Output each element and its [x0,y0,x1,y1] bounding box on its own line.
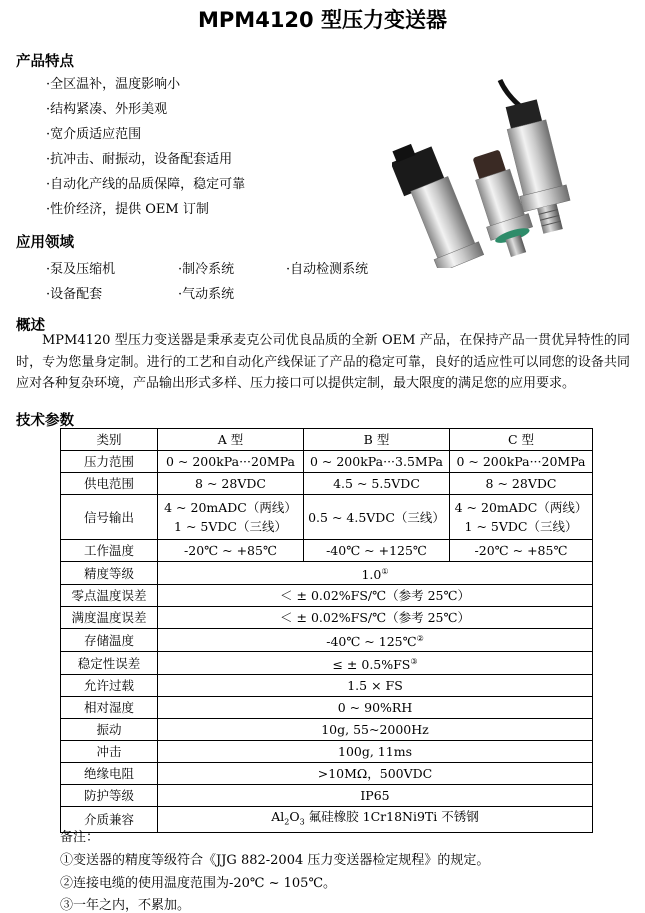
table-cell: -20℃ ~ +85℃ [450,540,593,562]
row-label: 工作温度 [61,540,158,562]
cell-value: ≤ ± 0.5%FS [332,657,411,673]
table-cell: -20℃ ~ +85℃ [158,540,304,562]
table-row [61,473,593,495]
note-item: ③一年之内，不累加。 [60,898,191,913]
table-cell: 1.5 × FS [158,675,593,697]
table-row [61,741,593,763]
table-row [61,697,593,719]
notes-heading: 备注： [60,830,100,845]
table-cell: 0 ~ 90%RH [158,697,593,719]
table-header-cell: A 型 [158,429,304,451]
row-label: 稳定性误差 [61,652,158,675]
row-label: 满度温度误差 [61,607,158,629]
table-cell [158,807,593,833]
application-item: ·自动检测系统 [286,262,369,277]
table-row [61,429,593,451]
specs-heading: 技术参数 [16,413,74,429]
table-row [61,763,593,785]
row-label: 冲击 [61,741,158,763]
table-row [61,585,593,607]
table-cell: IP65 [158,785,593,807]
row-label: 振动 [61,719,158,741]
table-cell: 0 ~ 200kPa···20MPa [158,451,304,473]
cell-value: 1.0 [361,567,382,583]
table-row [61,540,593,562]
feature-item: ·自动化产线的品质保障，稳定可靠 [46,177,246,192]
cell-value: Al [271,809,285,825]
cell-line: 1 ~ 5VDC（三线） [174,519,287,534]
table-cell: 0.5 ~ 4.5VDC（三线） [304,495,450,540]
table-header-cell: 类别 [61,429,158,451]
row-label: 绝缘电阻 [61,763,158,785]
application-item: ·泵及压缩机 [46,262,116,277]
applications-heading: 应用领域 [16,235,74,251]
overview-text: MPM4120 型压力变送器是秉承麦克公司优良品质的全新 OEM 产品，在保持产品一贯优异特性的同时，专为您量身定制。进行的工艺和自动化产线保证了产品的稳定可靠，良好的适应性可以同您的设备共同应对各种复杂环境，产品输出形式多样、压力接口可以提供定制，最大限度的满足您的应用要求。 [16,333,630,391]
table-row [61,652,593,675]
cell-subscript: 3 [299,817,305,827]
row-label: 防护等级 [61,785,158,807]
note-ref: ① [381,567,389,576]
table-cell: 4.5 ~ 5.5VDC [304,473,450,495]
row-label: 供电范围 [61,473,158,495]
table-row [61,495,593,540]
feature-item: ·宽介质适应范围 [46,127,142,142]
table-cell: >10MΩ，500VDC [158,763,593,785]
table-row [61,807,593,833]
overview-heading: 概述 [16,318,45,334]
cell-subscript: 2 [284,817,290,827]
row-label: 信号输出 [61,495,158,540]
table-row [61,451,593,473]
table-cell: ＜ ± 0.02%FS/℃（参考 25℃） [158,607,593,629]
table-cell [158,652,593,675]
application-item: ·气动系统 [178,287,235,302]
table-cell [158,629,593,652]
feature-item: ·全区温补，温度影响小 [46,77,181,92]
table-cell [158,562,593,585]
page-title: MPM4120 型压力变送器 [198,8,447,32]
row-label: 介质兼容 [61,807,158,833]
row-label: 允许过载 [61,675,158,697]
row-label: 存储温度 [61,629,158,652]
table-row [61,562,593,585]
table-row [61,785,593,807]
table-row [61,719,593,741]
table-cell: -40℃ ~ +125℃ [304,540,450,562]
note-item: ①变送器的精度等级符合《JJG 882-2004 压力变送器检定规程》的规定。 [60,853,490,868]
table-row [61,675,593,697]
table-cell: ＜ ± 0.02%FS/℃（参考 25℃） [158,585,593,607]
cell-line: 1 ~ 5VDC（三线） [464,519,578,534]
table-cell [450,495,593,540]
table-row [61,607,593,629]
row-label: 压力范围 [61,451,158,473]
table-cell [158,495,304,540]
table-header-cell: B 型 [304,429,450,451]
features-heading: 产品特点 [16,54,74,70]
cell-line: 4 ~ 20mADC（两线） [454,500,588,515]
note-ref: ② [416,634,424,644]
note-ref: ③ [410,657,418,667]
feature-item: ·抗冲击、耐振动，设备配套适用 [46,152,233,167]
application-item: ·制冷系统 [178,262,235,277]
spec-table [60,428,593,833]
product-photo [392,72,642,268]
table-cell: 0 ~ 200kPa···3.5MPa [304,451,450,473]
cell-value: -40℃ ~ 125℃ [326,634,417,650]
row-label: 相对湿度 [61,697,158,719]
row-label: 精度等级 [61,562,158,585]
table-cell: 8 ~ 28VDC [158,473,304,495]
table-cell: 8 ~ 28VDC [450,473,593,495]
row-label: 零点温度误差 [61,585,158,607]
feature-item: ·结构紧凑、外形美观 [46,102,168,117]
cell-line: 4 ~ 20mADC（两线） [164,500,297,515]
table-header-cell: C 型 [450,429,593,451]
table-row [61,629,593,652]
note-item: ②连接电缆的使用温度范围为-20℃ ~ 105℃。 [60,876,336,891]
table-cell: 100g, 11ms [158,741,593,763]
cell-value: O [289,809,300,825]
table-cell: 0 ~ 200kPa···20MPa [450,451,593,473]
application-item: ·设备配套 [46,287,103,302]
feature-item: ·性价经济，提供 OEM 订制 [46,202,209,217]
table-cell: 10g, 55~2000Hz [158,719,593,741]
cell-value: 氟硅橡胶 1Cr18Ni9Ti 不锈钢 [304,809,479,825]
